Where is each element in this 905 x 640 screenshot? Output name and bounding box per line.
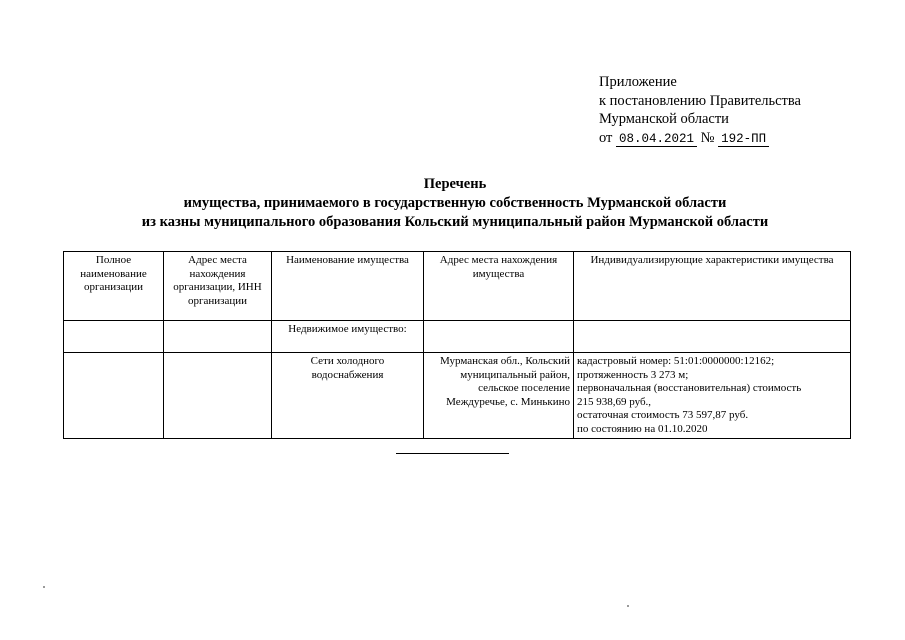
date-prefix: от [599,129,613,146]
document-title [60,175,850,232]
appendix-block [599,73,889,147]
resolution-number: 192-ПП [718,132,769,147]
resolution-date: 08.04.2021 [616,132,697,147]
characteristic-line: 215 938,69 руб., [577,395,652,408]
characteristic-line: кадастровый номер: 51:01:0000000:12162; [577,355,775,367]
table-header-row [64,252,851,321]
cell-characteristics [574,353,851,439]
appendix-date-line [599,129,889,148]
cell-property-name: Сети холодного водоснабжения [272,353,424,439]
appendix-line-1: Приложение [599,74,677,90]
section-row [64,321,851,353]
cell-org-name [64,353,164,439]
characteristic-line: по состоянию на 01.10.2020 [577,422,708,435]
section-label: Недвижимое имущество: [272,321,424,353]
table-row [64,353,851,439]
header-org-name: Полное наименование организации [64,252,164,321]
number-prefix: № [700,129,715,146]
closing-rule [396,453,509,454]
appendix-line-2: к постановлению Правительства [599,92,801,109]
scan-speck [627,605,629,607]
header-property-address: Адрес места нахождения имущества [424,252,574,321]
header-characteristics: Индивидуализирующие характеристики имущества [574,252,851,321]
title-line-2: имущества, принимаемого в государственную собственность Мурманской области [183,195,727,211]
header-property-name: Наименование имущества [272,252,424,321]
property-table [63,251,851,439]
title-line-3: из казны муниципального образования Кольский муниципальный район Мурманской области [141,214,769,230]
appendix-line-3: Мурманской области [599,111,729,127]
title-line-1: Перечень [423,176,487,192]
characteristic-line: остаточная стоимость 73 597,87 руб. [577,409,749,421]
characteristic-line: первоначальная (восстановительная) стоимость [577,382,802,394]
scan-speck [43,586,45,588]
cell-property-address: Мурманская обл., Кольский муниципальный район, сельское поселение Междуречье, с. Минькино [424,353,574,439]
characteristic-line: протяженность 3 273 м; [577,368,689,381]
header-org-address: Адрес места нахождения организации, ИНН организации [164,252,272,321]
cell-org-address [164,353,272,439]
